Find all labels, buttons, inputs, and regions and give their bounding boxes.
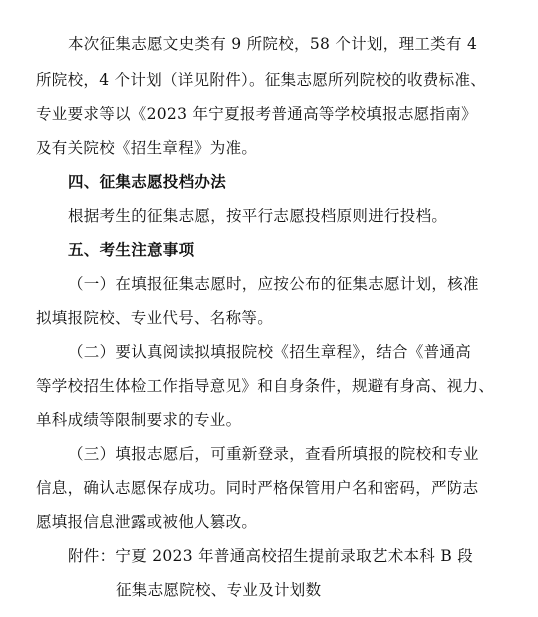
paragraph-3-line-1: （一）在填报征集志愿时，应按公布的征集志愿计划，核准 xyxy=(68,275,479,293)
paragraph-5-line-3: 愿填报信息泄露或被他人篡改。 xyxy=(36,513,258,531)
attachment-line-2: 征集志愿院校、专业及计划数 xyxy=(116,581,322,599)
section-heading-5: 五、考生注意事项 xyxy=(68,241,195,259)
paragraph-3-line-2: 拟填报院校、专业代号、名称等。 xyxy=(36,309,274,327)
paragraph-2-line-1: 根据考生的征集志愿，按平行志愿投档原则进行投档。 xyxy=(68,207,448,225)
paragraph-4-line-2: 等学校招生体检工作指导意见》和自身条件，规避有身高、视力、 xyxy=(36,377,495,395)
attachment-line-1: 附件：宁夏 2023 年普通高校招生提前录取艺术本科 B 段 xyxy=(68,547,474,565)
paragraph-1-line-3: 专业要求等以《2023 年宁夏报考普通高等学校填报志愿指南》 xyxy=(36,105,477,123)
paragraph-1-line-2: 所院校，4 个计划（详见附件）。征集志愿所列院校的收费标准、 xyxy=(36,71,487,89)
paragraph-4-line-1: （二）要认真阅读拟填报院校《招生章程》，结合《普通高 xyxy=(68,343,472,361)
section-heading-4: 四、征集志愿投档办法 xyxy=(68,173,227,191)
paragraph-5-line-2: 信息，确认志愿保存成功。同时严格保管用户名和密码，严防志 xyxy=(36,479,479,497)
paragraph-5-line-1: （三）填报志愿后，可重新登录，查看所填报的院校和专业 xyxy=(68,445,479,463)
paragraph-1-line-1: 本次征集志愿文史类有 9 所院校，58 个计划，理工类有 4 xyxy=(68,35,478,53)
paragraph-1-line-4: 及有关院校《招生章程》为准。 xyxy=(36,139,258,157)
paragraph-4-line-3: 单科成绩等限制要求的专业。 xyxy=(36,411,242,429)
